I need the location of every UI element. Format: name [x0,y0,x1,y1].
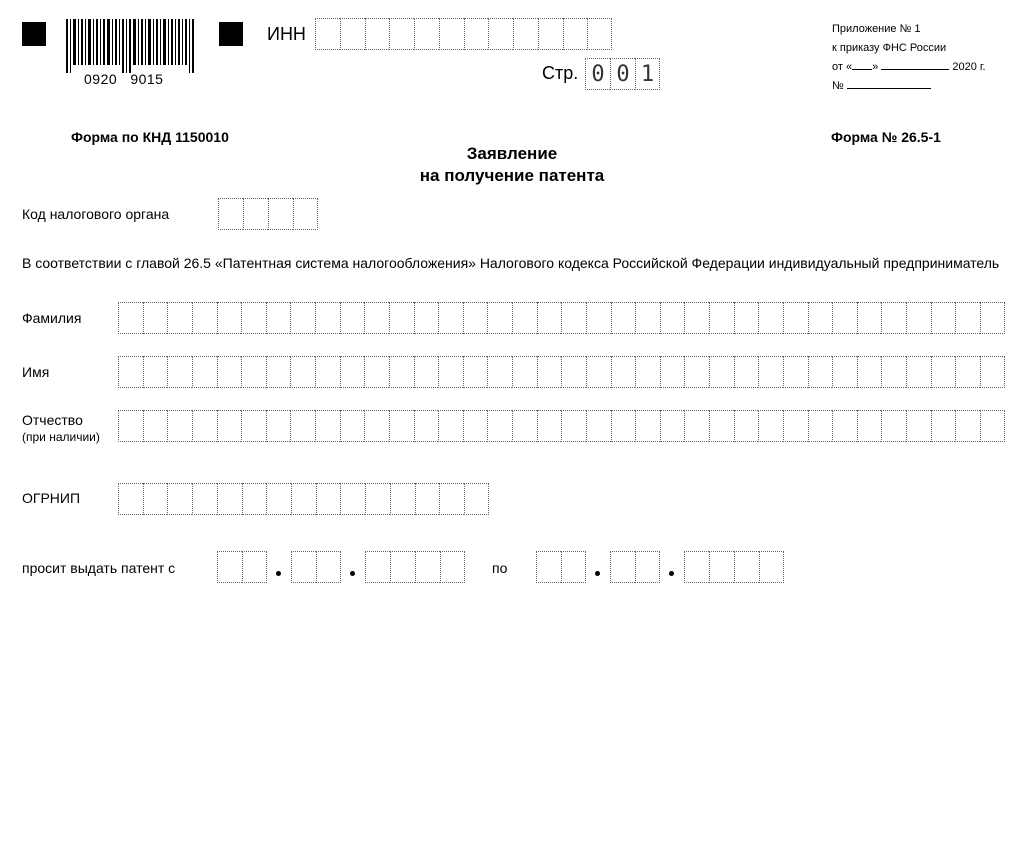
appendix-line-3: от « » 2020 г. [832,58,986,77]
input-cell[interactable] [955,302,980,334]
input-cell[interactable] [315,356,340,388]
form-title-line-1: Заявление [466,144,558,163]
input-cell[interactable] [783,356,808,388]
input-cell[interactable] [315,302,340,334]
patronymic-note: (при наличии) [22,430,100,444]
intro-text: В соответствии с главой 26.5 «Патентная система налогообложения» Налогового кодекса Российской Федерации индивидуальный предприниматель [22,255,1000,271]
input-cell[interactable] [143,356,168,388]
input-cell[interactable] [635,356,660,388]
input-cell[interactable] [365,483,390,515]
input-cell[interactable] [561,410,586,442]
tax-authority-code-cells[interactable] [218,198,318,230]
input-cell[interactable] [364,356,389,388]
request-from-label: просит выдать патент с [22,560,176,576]
input-cell[interactable] [217,483,242,515]
input-cell[interactable] [635,302,660,334]
surname-cells[interactable] [118,302,1005,334]
date-from-separator-1 [276,571,281,576]
input-cell[interactable] [390,483,415,515]
input-cell[interactable] [906,356,931,388]
input-cell[interactable] [611,356,636,388]
page-number-cells [585,58,660,90]
corner-marker-left [22,22,46,46]
input-cell[interactable] [758,302,783,334]
input-cell[interactable] [438,410,463,442]
input-cell[interactable] [143,302,168,334]
input-cell[interactable] [561,356,586,388]
date-from-month-cells[interactable] [291,551,341,583]
input-cell[interactable] [611,410,636,442]
input-cell[interactable] [955,410,980,442]
patronymic-label: Отчество [22,412,83,428]
input-cell[interactable] [980,356,1005,388]
input-cell[interactable] [487,302,512,334]
input-cell[interactable] [537,356,562,388]
input-cell[interactable] [857,356,882,388]
input-cell[interactable] [167,302,192,334]
input-cell[interactable] [414,410,439,442]
input-cell[interactable] [611,302,636,334]
page-digit-3: 1 [635,58,660,90]
input-cell[interactable] [881,302,906,334]
input-cell[interactable] [364,410,389,442]
input-cell[interactable] [463,410,488,442]
name-label: Имя [22,364,50,380]
input-cell[interactable] [709,410,734,442]
input-cell[interactable] [980,302,1005,334]
input-cell[interactable] [364,302,389,334]
input-cell[interactable] [881,356,906,388]
inn-label: ИНН [267,24,306,44]
input-cell[interactable] [758,356,783,388]
input-cell[interactable] [635,410,660,442]
input-cell[interactable] [290,410,315,442]
barcode-digits: 0920 9015 [84,71,164,87]
input-cell[interactable] [586,410,611,442]
input-cell[interactable] [783,410,808,442]
input-cell[interactable] [487,356,512,388]
input-cell[interactable] [167,483,192,515]
input-cell[interactable] [906,302,931,334]
input-cell[interactable] [660,356,685,388]
input-cell[interactable] [438,302,463,334]
form-title [0,143,1024,187]
input-cell[interactable] [881,410,906,442]
input-cell[interactable] [118,410,143,442]
input-cell[interactable] [537,302,562,334]
request-to-label: по [492,560,508,576]
input-cell[interactable] [931,302,956,334]
date-to-year-cells[interactable] [684,551,784,583]
input-cell[interactable] [340,483,365,515]
input-cell[interactable] [316,483,341,515]
form-knd-label: Форма по КНД 1150010 [71,129,229,145]
input-cell[interactable] [832,410,857,442]
input-cell[interactable] [758,410,783,442]
appendix-line-2: к приказу ФНС России [832,42,947,54]
input-cell[interactable] [241,356,266,388]
input-cell[interactable] [414,356,439,388]
input-cell[interactable] [266,302,291,334]
input-cell[interactable] [857,302,882,334]
page-label: Стр. [542,63,579,83]
input-cell[interactable] [167,410,192,442]
input-cell[interactable] [315,410,340,442]
appendix-line-1: Приложение № 1 [832,23,921,35]
input-cell[interactable] [684,356,709,388]
input-cell[interactable] [561,302,586,334]
input-cell[interactable] [586,356,611,388]
input-cell[interactable] [217,410,242,442]
input-cell[interactable] [439,483,464,515]
input-cell[interactable] [266,356,291,388]
input-cell[interactable] [808,356,833,388]
date-to-day-cells[interactable] [536,551,586,583]
input-cell[interactable] [512,302,537,334]
input-cell[interactable] [242,483,267,515]
date-to-separator-1 [595,571,600,576]
input-cell[interactable] [241,410,266,442]
input-cell[interactable] [512,410,537,442]
input-cell[interactable] [684,410,709,442]
input-cell[interactable] [118,302,143,334]
ogrnip-label: ОГРНИП [22,490,81,506]
input-cell[interactable] [118,483,143,515]
input-cell[interactable] [512,356,537,388]
input-cell[interactable] [389,356,414,388]
surname-label: Фамилия [22,310,82,326]
input-cell[interactable] [415,483,440,515]
input-cell[interactable] [217,302,242,334]
input-cell[interactable] [832,302,857,334]
input-cell[interactable] [463,356,488,388]
input-cell[interactable] [808,410,833,442]
input-cell[interactable] [586,302,611,334]
name-cells[interactable] [118,356,1005,388]
date-from-separator-2 [350,571,355,576]
input-cell[interactable] [857,410,882,442]
input-cell[interactable] [734,356,759,388]
page-digit-1: 0 [585,58,610,90]
input-cell[interactable] [931,356,956,388]
input-cell[interactable] [118,356,143,388]
date-from-year-cells[interactable] [365,551,465,583]
input-cell[interactable] [192,356,217,388]
input-cell[interactable] [389,410,414,442]
input-cell[interactable] [537,410,562,442]
date-to-separator-2 [669,571,674,576]
input-cell[interactable] [192,483,217,515]
ogrnip-cells[interactable] [118,483,489,515]
input-cell[interactable] [340,356,365,388]
input-cell[interactable] [955,356,980,388]
appendix-block [832,20,986,96]
input-cell[interactable] [167,356,192,388]
input-cell[interactable] [832,356,857,388]
input-cell[interactable] [290,302,315,334]
form-number-label: Форма № 26.5-1 [831,129,941,145]
date-from-day-cells[interactable] [217,551,267,583]
input-cell[interactable] [290,356,315,388]
input-cell[interactable] [980,410,1005,442]
input-cell[interactable] [143,483,168,515]
input-cell[interactable] [340,302,365,334]
inn-cells[interactable] [315,18,612,50]
page-digit-2: 0 [610,58,635,90]
input-cell[interactable] [266,410,291,442]
appendix-line-4: № [832,77,986,96]
input-cell[interactable] [931,410,956,442]
tax-authority-code-label: Код налогового органа [22,206,170,222]
input-cell[interactable] [241,302,266,334]
patronymic-cells[interactable] [118,410,1005,442]
date-to-month-cells[interactable] [610,551,660,583]
input-cell[interactable] [906,410,931,442]
input-cell[interactable] [660,410,685,442]
input-cell[interactable] [464,483,489,515]
input-cell[interactable] [143,410,168,442]
input-cell[interactable] [291,483,316,515]
barcode-image [66,19,196,73]
input-cell[interactable] [389,302,414,334]
input-cell[interactable] [709,302,734,334]
input-cell[interactable] [709,356,734,388]
input-cell[interactable] [266,483,291,515]
input-cell[interactable] [463,302,488,334]
input-cell[interactable] [783,302,808,334]
input-cell[interactable] [684,302,709,334]
input-cell[interactable] [808,302,833,334]
corner-marker-middle [219,22,243,46]
input-cell[interactable] [734,410,759,442]
input-cell[interactable] [414,302,439,334]
input-cell[interactable] [192,302,217,334]
input-cell[interactable] [192,410,217,442]
input-cell[interactable] [734,302,759,334]
form-title-line-2: на получение патента [419,166,605,185]
input-cell[interactable] [217,356,242,388]
input-cell[interactable] [487,410,512,442]
input-cell[interactable] [438,356,463,388]
input-cell[interactable] [660,302,685,334]
input-cell[interactable] [340,410,365,442]
